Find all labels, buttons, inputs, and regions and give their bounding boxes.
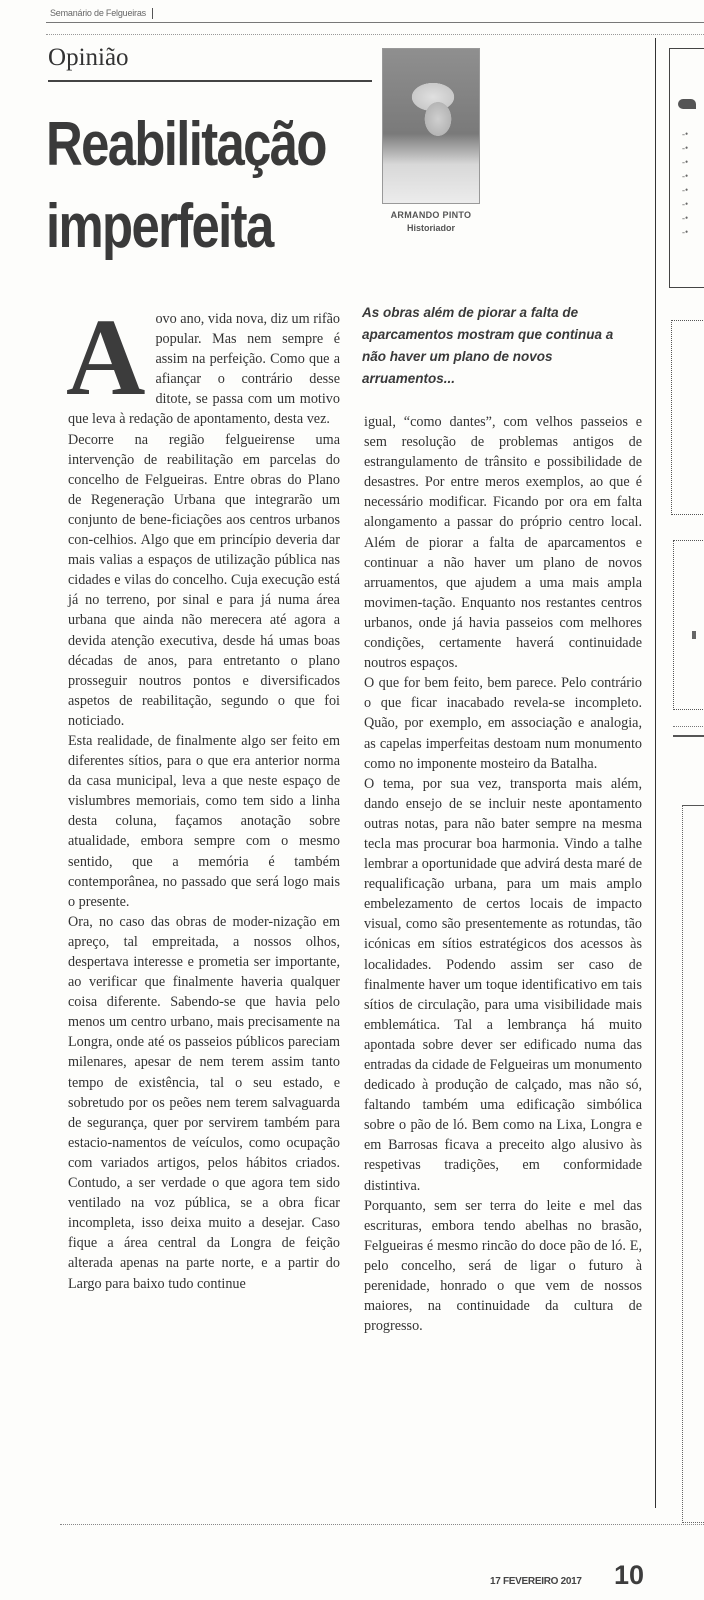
footer-rule xyxy=(60,1524,704,1525)
sidebar-rule xyxy=(673,735,704,737)
issue-date: 17 FEVEREIRO 2017 xyxy=(490,1576,582,1587)
bullet-icon: -• xyxy=(682,143,689,153)
sidebar-box-3 xyxy=(673,540,704,710)
bullet-icon: -• xyxy=(682,213,689,223)
paragraph: igual, “como dantes”, com velhos passeios e sem resolução de problemas antigos de estrangulamento de trânsito e possibilidade de desastres. Por entre meros exemplos, ao que é necessário modificar. Ficando por ora em falta alongamento a passar do próprio centro local. Além de piorar a falta de aparcamentos e continuar a não haver um plano de novos arruamentos, que ajudem a uma mais ampla movimen-tação. Enquanto nos restantes centros urbanos, onde já havia passeios com melhores condições, certamente haverá continuidade noutros espaços. xyxy=(364,414,642,672)
paragraph: Ora, no caso das obras de moder-nização em apreço, tal empreitada, a nossos olhos, despertava interesse e prometia ser importante, ao verificar que finalmente haveria qualquer coisa diferente. Sabendo-se que havia pelo menos um centro urbano, mais precisamente na Longra, onde até os passeios públicos pareciam milenares, apesar de nem terem assim tanto tempo de existência, tal o seu estado, e sobretudo por os peões nem terem salvaguarda de segurança, quer por servirem também para estacio-namentos de veículos, como ocupação com variados artigos, pelos hábitos criados. Contudo, a ser verdade o que agora tem sido ventilado na voz pública, se a obra ficar incompleta, isso deixa muito a desejar. Caso fique a área central da Longra de feição alterada apenas na parte norte, e a partir do Largo para baixo tudo continue xyxy=(68,913,340,1292)
paragraph: O que for bem feito, bem parece. Pelo contrário o que ficar inacabado revela-se incompleto. Quão, por exemplo, em associação e analogia, as capelas imperfeitas destoam num monumento como no imponente mosteiro da Batalha. xyxy=(364,675,642,772)
paragraph: ovo ano, vida nova, diz um rifão popular. Mas nem sempre é assim na perfeição. Como que a afiançar o contrário desse ditote, se passa com um motivo que leva à redação de apontamento, desta vez. xyxy=(68,311,340,428)
author-name: ARMANDO PINTO xyxy=(390,210,472,220)
bullet-icon: -• xyxy=(682,199,689,209)
section-initial: O xyxy=(48,44,67,71)
bullet-icon: -• xyxy=(682,157,689,167)
paragraph: Porquanto, sem ser terra do leite e mel das escrituras, embora tendo abelhas no brasão, Felgueiras é mesmo rincão do doce pão de ló. E, pelo concelho, será de ligar o futuro à perenidade, honrado o que vem de nossos maiores, na continuidade da cultura de progresso. xyxy=(364,1197,642,1335)
section-label xyxy=(48,44,129,72)
sidebar-box-1 xyxy=(669,48,704,288)
sidebar-bullets xyxy=(682,127,688,239)
publication-name: Semanário de Felgueiras xyxy=(50,8,146,18)
headline-line-2: imperfeita xyxy=(46,192,273,261)
article-column-right xyxy=(364,412,642,1336)
header-dotted-rule xyxy=(46,34,704,35)
bullet-icon: -• xyxy=(682,185,689,195)
author-title: Historiador xyxy=(406,223,455,233)
running-head xyxy=(50,8,153,19)
header-divider xyxy=(152,8,153,19)
paragraph: Decorre na região felgueirense uma intervenção de reabilitação em parcelas do concelho de Felgueiras. Entre obras do Plano de Regeneração Urbana que integrarão um conjunto de bene-ficiações aos centros urbanos con-celhios. Algo que em princípio deveria dar mais valias a espaços de utilização pública nas cidades e vilas do concelho. Cuja execução está já no terreno, por sinal e para já numa área urbana que ainda não merecera até agora a devida atenção executiva, desde há umas boas décadas de anos, para entretanto o plano prosseguir noutros pontos e diversificados aspetos de reabilitação, segundo o que foi noticiado. xyxy=(68,431,340,729)
article-column-left xyxy=(66,296,340,1294)
dropcap: A xyxy=(66,296,146,418)
header-rule xyxy=(46,22,704,23)
sidebar-dotted-rule xyxy=(673,726,704,727)
author-photo xyxy=(382,48,480,204)
bullet-icon: -• xyxy=(682,171,689,181)
bullet-icon: -• xyxy=(682,227,689,237)
sidebar-box-4 xyxy=(682,805,704,1523)
headline-line-1: Reabilitação xyxy=(46,110,326,179)
page-number: 10 xyxy=(614,1560,645,1590)
article-headline xyxy=(46,104,325,268)
section-rule xyxy=(48,80,372,82)
bullet-icon: -• xyxy=(682,129,689,139)
pullquote: As obras além de piorar a falta de aparcamentos mostram que continua a não haver um plano de novos arruamentos... xyxy=(362,305,614,386)
paragraph: Esta realidade, de finalmente algo ser feito em diferentes sítios, para o que era anterior norma da casa municipal, leva a que neste espaço de vislumbres memoriais, como tem sido a linha desta coluna, façamos anotação sobre atualidade, embora sempre com o mesmo sentido, que a memória é também contemporânea, no passado que será logo mais o presente. xyxy=(68,732,340,910)
leaf-icon xyxy=(678,99,696,109)
section-label-rest: pinião xyxy=(66,44,129,71)
sidebar-box-2 xyxy=(671,320,704,515)
column-divider xyxy=(655,38,656,1508)
sidebar-mark xyxy=(692,631,696,639)
paragraph: O tema, por sua vez, transporta mais além, dando ensejo de se incluir neste apontamento outras notas, para não bater sempre na mesma tecla mas procurar boa harmonia. Vindo a talhe lembrar a oportunidade que advirá desta maré de requalificação urbana, para um mais amplo embelezamento de certos locais de impacto visual, como são presentemente as rotundas, tão icónicas em sítios estratégicos dos acessos às localidades. Podendo assim ser caso de finalmente haver um toque identificativo em tais sítios de circulação, para uma visibilidade mais emblemática. Tal a lembrança há muito apontada sobre dever ser edificado numa das entradas da cidade de Felgueiras um monumento dedicado à produção de calçado, mas não só, faltando também uma edificação simbólica sobre o pão de ló. Bem como na Lixa, Longra e em Barrosas ficava a preceito algo alusivo às respetivas tradições, em conformidade distintiva. xyxy=(364,775,642,1194)
